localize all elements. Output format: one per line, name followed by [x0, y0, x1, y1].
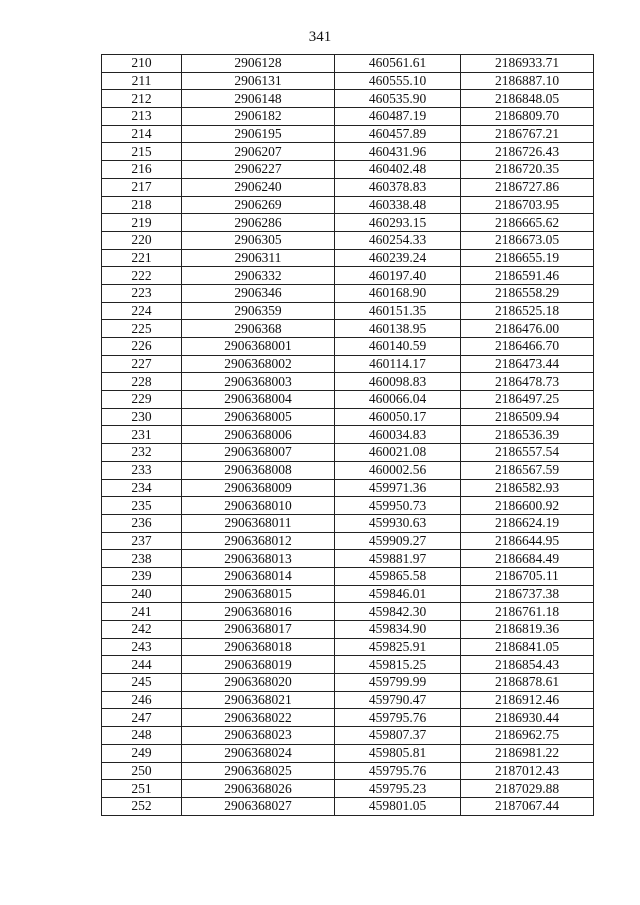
table-row: [102, 267, 594, 285]
point-id-cell: 2906368017: [182, 621, 335, 639]
y-coordinate-cell: 2186525.18: [461, 302, 594, 320]
x-coordinate-cell: 460050.17: [335, 408, 461, 426]
row-number-cell: 216: [102, 161, 182, 179]
y-coordinate-cell: 2186981.22: [461, 744, 594, 762]
row-number-cell: 214: [102, 125, 182, 143]
point-id-cell: 2906269: [182, 196, 335, 214]
x-coordinate-cell: 459865.58: [335, 567, 461, 585]
table-row: [102, 567, 594, 585]
row-number-cell: 220: [102, 231, 182, 249]
y-coordinate-cell: 2186665.62: [461, 214, 594, 232]
point-id-cell: 2906368018: [182, 638, 335, 656]
y-coordinate-cell: 2186962.75: [461, 727, 594, 745]
row-number-cell: 212: [102, 90, 182, 108]
point-id-cell: 2906368024: [182, 744, 335, 762]
point-id-cell: 2906368027: [182, 797, 335, 815]
row-number-cell: 241: [102, 603, 182, 621]
point-id-cell: 2906368003: [182, 373, 335, 391]
table-row: [102, 320, 594, 338]
table-row: [102, 479, 594, 497]
y-coordinate-cell: 2186854.43: [461, 656, 594, 674]
point-id-cell: 2906368004: [182, 391, 335, 409]
point-id-cell: 2906368026: [182, 780, 335, 798]
y-coordinate-cell: 2187029.88: [461, 780, 594, 798]
row-number-cell: 250: [102, 762, 182, 780]
x-coordinate-cell: 459801.05: [335, 797, 461, 815]
point-id-cell: 2906368014: [182, 567, 335, 585]
point-id-cell: 2906368015: [182, 585, 335, 603]
point-id-cell: 2906131: [182, 72, 335, 90]
point-id-cell: 2906368005: [182, 408, 335, 426]
x-coordinate-cell: 460555.10: [335, 72, 461, 90]
row-number-cell: 213: [102, 108, 182, 126]
point-id-cell: 2906368011: [182, 514, 335, 532]
table-row: [102, 461, 594, 479]
x-coordinate-cell: 460002.56: [335, 461, 461, 479]
y-coordinate-cell: 2186878.61: [461, 674, 594, 692]
row-number-cell: 230: [102, 408, 182, 426]
point-id-cell: 2906368007: [182, 444, 335, 462]
x-coordinate-cell: 459795.23: [335, 780, 461, 798]
y-coordinate-cell: 2186684.49: [461, 550, 594, 568]
row-number-cell: 224: [102, 302, 182, 320]
y-coordinate-cell: 2186476.00: [461, 320, 594, 338]
row-number-cell: 238: [102, 550, 182, 568]
table-row: [102, 762, 594, 780]
row-number-cell: 237: [102, 532, 182, 550]
x-coordinate-cell: 459971.36: [335, 479, 461, 497]
point-id-cell: 2906240: [182, 178, 335, 196]
row-number-cell: 211: [102, 72, 182, 90]
coordinates-table-body: [102, 55, 594, 816]
row-number-cell: 246: [102, 691, 182, 709]
row-number-cell: 251: [102, 780, 182, 798]
y-coordinate-cell: 2186557.54: [461, 444, 594, 462]
y-coordinate-cell: 2186644.95: [461, 532, 594, 550]
y-coordinate-cell: 2186819.36: [461, 621, 594, 639]
y-coordinate-cell: 2186497.25: [461, 391, 594, 409]
row-number-cell: 239: [102, 567, 182, 585]
row-number-cell: 245: [102, 674, 182, 692]
x-coordinate-cell: 459842.30: [335, 603, 461, 621]
row-number-cell: 222: [102, 267, 182, 285]
page-number: 341: [308, 29, 332, 45]
point-id-cell: 2906227: [182, 161, 335, 179]
point-id-cell: 2906368023: [182, 727, 335, 745]
table-row: [102, 338, 594, 356]
point-id-cell: 2906148: [182, 90, 335, 108]
x-coordinate-cell: 459825.91: [335, 638, 461, 656]
y-coordinate-cell: 2186536.39: [461, 426, 594, 444]
x-coordinate-cell: 460114.17: [335, 355, 461, 373]
row-number-cell: 234: [102, 479, 182, 497]
point-id-cell: 2906368025: [182, 762, 335, 780]
coordinates-table: [101, 54, 594, 816]
table-row: [102, 780, 594, 798]
row-number-cell: 243: [102, 638, 182, 656]
row-number-cell: 215: [102, 143, 182, 161]
y-coordinate-cell: 2186600.92: [461, 497, 594, 515]
x-coordinate-cell: 460197.40: [335, 267, 461, 285]
point-id-cell: 2906368019: [182, 656, 335, 674]
table-row: [102, 302, 594, 320]
table-row: [102, 638, 594, 656]
y-coordinate-cell: 2186591.46: [461, 267, 594, 285]
point-id-cell: 2906368001: [182, 338, 335, 356]
y-coordinate-cell: 2186841.05: [461, 638, 594, 656]
y-coordinate-cell: 2186737.38: [461, 585, 594, 603]
y-coordinate-cell: 2186933.71: [461, 55, 594, 73]
row-number-cell: 227: [102, 355, 182, 373]
row-number-cell: 210: [102, 55, 182, 73]
y-coordinate-cell: 2186720.35: [461, 161, 594, 179]
row-number-cell: 221: [102, 249, 182, 267]
point-id-cell: 2906195: [182, 125, 335, 143]
row-number-cell: 249: [102, 744, 182, 762]
table-row: [102, 550, 594, 568]
table-row: [102, 55, 594, 73]
table-row: [102, 125, 594, 143]
y-coordinate-cell: 2186624.19: [461, 514, 594, 532]
table-row: [102, 408, 594, 426]
table-row: [102, 214, 594, 232]
x-coordinate-cell: 459930.63: [335, 514, 461, 532]
y-coordinate-cell: 2186509.94: [461, 408, 594, 426]
table-row: [102, 196, 594, 214]
row-number-cell: 219: [102, 214, 182, 232]
x-coordinate-cell: 460098.83: [335, 373, 461, 391]
x-coordinate-cell: 459909.27: [335, 532, 461, 550]
x-coordinate-cell: 460378.83: [335, 178, 461, 196]
y-coordinate-cell: 2186655.19: [461, 249, 594, 267]
point-id-cell: 2906305: [182, 231, 335, 249]
x-coordinate-cell: 460561.61: [335, 55, 461, 73]
table-row: [102, 178, 594, 196]
x-coordinate-cell: 459815.25: [335, 656, 461, 674]
table-row: [102, 744, 594, 762]
table-row: [102, 249, 594, 267]
table-row: [102, 444, 594, 462]
y-coordinate-cell: 2186767.21: [461, 125, 594, 143]
point-id-cell: 2906368020: [182, 674, 335, 692]
row-number-cell: 247: [102, 709, 182, 727]
x-coordinate-cell: 460431.96: [335, 143, 461, 161]
point-id-cell: 2906286: [182, 214, 335, 232]
point-id-cell: 2906368022: [182, 709, 335, 727]
point-id-cell: 2906332: [182, 267, 335, 285]
row-number-cell: 248: [102, 727, 182, 745]
y-coordinate-cell: 2186705.11: [461, 567, 594, 585]
table-row: [102, 532, 594, 550]
table-row: [102, 674, 594, 692]
x-coordinate-cell: 459834.90: [335, 621, 461, 639]
table-row: [102, 585, 594, 603]
x-coordinate-cell: 460254.33: [335, 231, 461, 249]
y-coordinate-cell: 2187067.44: [461, 797, 594, 815]
x-coordinate-cell: 460402.48: [335, 161, 461, 179]
point-id-cell: 2906368012: [182, 532, 335, 550]
row-number-cell: 228: [102, 373, 182, 391]
table-row: [102, 355, 594, 373]
x-coordinate-cell: 460293.15: [335, 214, 461, 232]
point-id-cell: 2906368010: [182, 497, 335, 515]
point-id-cell: 2906368013: [182, 550, 335, 568]
row-number-cell: 229: [102, 391, 182, 409]
row-number-cell: 235: [102, 497, 182, 515]
x-coordinate-cell: 460021.08: [335, 444, 461, 462]
row-number-cell: 236: [102, 514, 182, 532]
x-coordinate-cell: 460151.35: [335, 302, 461, 320]
row-number-cell: 252: [102, 797, 182, 815]
y-coordinate-cell: 2186726.43: [461, 143, 594, 161]
x-coordinate-cell: 459795.76: [335, 762, 461, 780]
point-id-cell: 2906346: [182, 284, 335, 302]
table-row: [102, 621, 594, 639]
x-coordinate-cell: 459950.73: [335, 497, 461, 515]
table-row: [102, 709, 594, 727]
x-coordinate-cell: 459790.47: [335, 691, 461, 709]
point-id-cell: 2906368006: [182, 426, 335, 444]
x-coordinate-cell: 460535.90: [335, 90, 461, 108]
y-coordinate-cell: 2186848.05: [461, 90, 594, 108]
x-coordinate-cell: 460066.04: [335, 391, 461, 409]
y-coordinate-cell: 2186809.70: [461, 108, 594, 126]
x-coordinate-cell: 460457.89: [335, 125, 461, 143]
y-coordinate-cell: 2186673.05: [461, 231, 594, 249]
x-coordinate-cell: 460034.83: [335, 426, 461, 444]
table-row: [102, 391, 594, 409]
y-coordinate-cell: 2186727.86: [461, 178, 594, 196]
table-row: [102, 90, 594, 108]
row-number-cell: 226: [102, 338, 182, 356]
table-row: [102, 797, 594, 815]
table-row: [102, 108, 594, 126]
x-coordinate-cell: 459799.99: [335, 674, 461, 692]
y-coordinate-cell: 2186930.44: [461, 709, 594, 727]
point-id-cell: 2906368008: [182, 461, 335, 479]
x-coordinate-cell: 460140.59: [335, 338, 461, 356]
table-row: [102, 284, 594, 302]
table-row: [102, 603, 594, 621]
table-row: [102, 231, 594, 249]
point-id-cell: 2906359: [182, 302, 335, 320]
x-coordinate-cell: 460338.48: [335, 196, 461, 214]
y-coordinate-cell: 2186478.73: [461, 373, 594, 391]
row-number-cell: 244: [102, 656, 182, 674]
table-row: [102, 373, 594, 391]
point-id-cell: 2906368021: [182, 691, 335, 709]
x-coordinate-cell: 459805.81: [335, 744, 461, 762]
y-coordinate-cell: 2187012.43: [461, 762, 594, 780]
x-coordinate-cell: 459807.37: [335, 727, 461, 745]
x-coordinate-cell: 459846.01: [335, 585, 461, 603]
table-row: [102, 656, 594, 674]
y-coordinate-cell: 2186558.29: [461, 284, 594, 302]
x-coordinate-cell: 459795.76: [335, 709, 461, 727]
point-id-cell: 2906368: [182, 320, 335, 338]
x-coordinate-cell: 460168.90: [335, 284, 461, 302]
row-number-cell: 233: [102, 461, 182, 479]
y-coordinate-cell: 2186582.93: [461, 479, 594, 497]
y-coordinate-cell: 2186703.95: [461, 196, 594, 214]
y-coordinate-cell: 2186567.59: [461, 461, 594, 479]
x-coordinate-cell: 460138.95: [335, 320, 461, 338]
row-number-cell: 223: [102, 284, 182, 302]
row-number-cell: 232: [102, 444, 182, 462]
table-row: [102, 497, 594, 515]
row-number-cell: 242: [102, 621, 182, 639]
point-id-cell: 2906368009: [182, 479, 335, 497]
table-row: [102, 72, 594, 90]
point-id-cell: 2906311: [182, 249, 335, 267]
x-coordinate-cell: 459881.97: [335, 550, 461, 568]
y-coordinate-cell: 2186761.18: [461, 603, 594, 621]
point-id-cell: 2906182: [182, 108, 335, 126]
table-row: [102, 161, 594, 179]
row-number-cell: 240: [102, 585, 182, 603]
point-id-cell: 2906128: [182, 55, 335, 73]
table-row: [102, 143, 594, 161]
y-coordinate-cell: 2186912.46: [461, 691, 594, 709]
x-coordinate-cell: 460239.24: [335, 249, 461, 267]
y-coordinate-cell: 2186473.44: [461, 355, 594, 373]
table-row: [102, 514, 594, 532]
point-id-cell: 2906207: [182, 143, 335, 161]
y-coordinate-cell: 2186887.10: [461, 72, 594, 90]
row-number-cell: 217: [102, 178, 182, 196]
row-number-cell: 225: [102, 320, 182, 338]
y-coordinate-cell: 2186466.70: [461, 338, 594, 356]
x-coordinate-cell: 460487.19: [335, 108, 461, 126]
table-row: [102, 426, 594, 444]
row-number-cell: 218: [102, 196, 182, 214]
point-id-cell: 2906368002: [182, 355, 335, 373]
table-row: [102, 691, 594, 709]
row-number-cell: 231: [102, 426, 182, 444]
table-row: [102, 727, 594, 745]
point-id-cell: 2906368016: [182, 603, 335, 621]
